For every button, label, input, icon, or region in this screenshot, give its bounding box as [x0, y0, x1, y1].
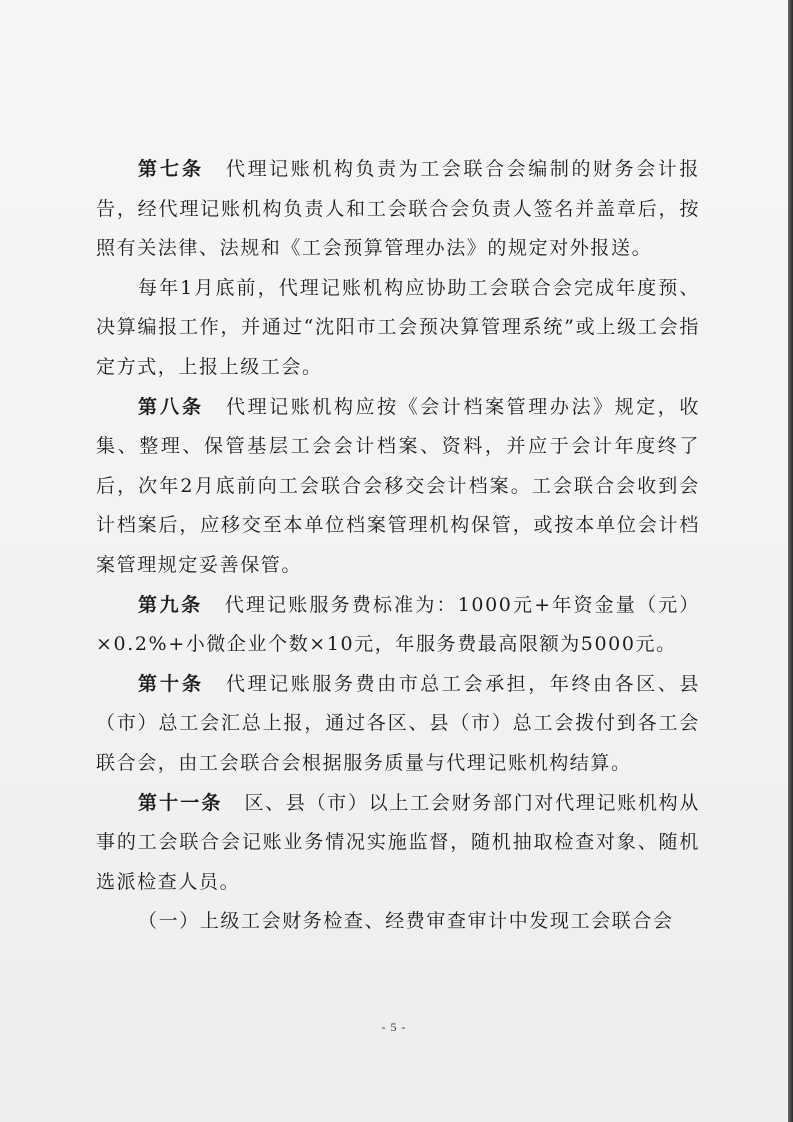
article-7-text: 代理记账机构负责为工会联合会编制的财务会计报告，经代理记账机构负责人和工会联合会负责人签名并盖章后，按照有关法律、法规和《工会预算管理办法》的规定对外报送。: [96, 158, 700, 260]
article-8-text: 代理记账机构应按《会计档案管理办法》规定，收集、整理、保管基层工会会计档案、资料，并应于会计年度终了后，次年2月底前向工会联合会移交会计档案。工会联合会收到会计档案后，应移交至本单位档案管理机构保管，或按本单位会计档案管理规定妥善保管。: [96, 395, 700, 576]
article-11-paragraph: [96, 784, 700, 903]
article-11-item-1: （一）上级工会财务检查、经费审查审计中发现工会联合会: [138, 910, 674, 933]
article-8-paragraph: [96, 388, 700, 586]
article-11-text: 区、县（市）以上工会财务部门对代理记账机构从事的工会联合会记账业务情况实施监督，随机抽取检查对象、随机选派检查人员。: [96, 791, 700, 893]
article-10-text: 代理记账服务费由市总工会承担，年终由各区、县（市）总工会汇总上报，通过各区、县（市）总工会拨付到各工会联合会，由工会联合会根据服务质量与代理记账机构结算。: [96, 672, 700, 774]
article-9-heading: 第九条: [138, 593, 203, 616]
article-9-paragraph: [96, 586, 700, 665]
page-number: - 5 -: [381, 1020, 407, 1034]
article-7-paragraph: [96, 150, 700, 269]
article-7-heading: 第七条: [138, 158, 204, 180]
article-9-text: 代理记账服务费标准为：1000元+年资金量（元）×0.2%+小微企业个数×10元，年服务费最高限额为5000元。: [96, 593, 700, 656]
page-edge-shadow: [788, 0, 793, 1122]
article-11-heading: 第十一条: [138, 791, 223, 814]
article-10-heading: 第十条: [138, 672, 204, 695]
article-7-paragraph-2: 每年1月底前，代理记账机构应协助工会联合会完成年度预、决算编报工作，并通过“沈阳市工会预决算管理系统”或上级工会指定方式，上报上级工会。: [96, 276, 700, 378]
document-body: [96, 150, 700, 942]
article-8-heading: 第八条: [138, 395, 204, 418]
article-10-paragraph: [96, 665, 700, 784]
